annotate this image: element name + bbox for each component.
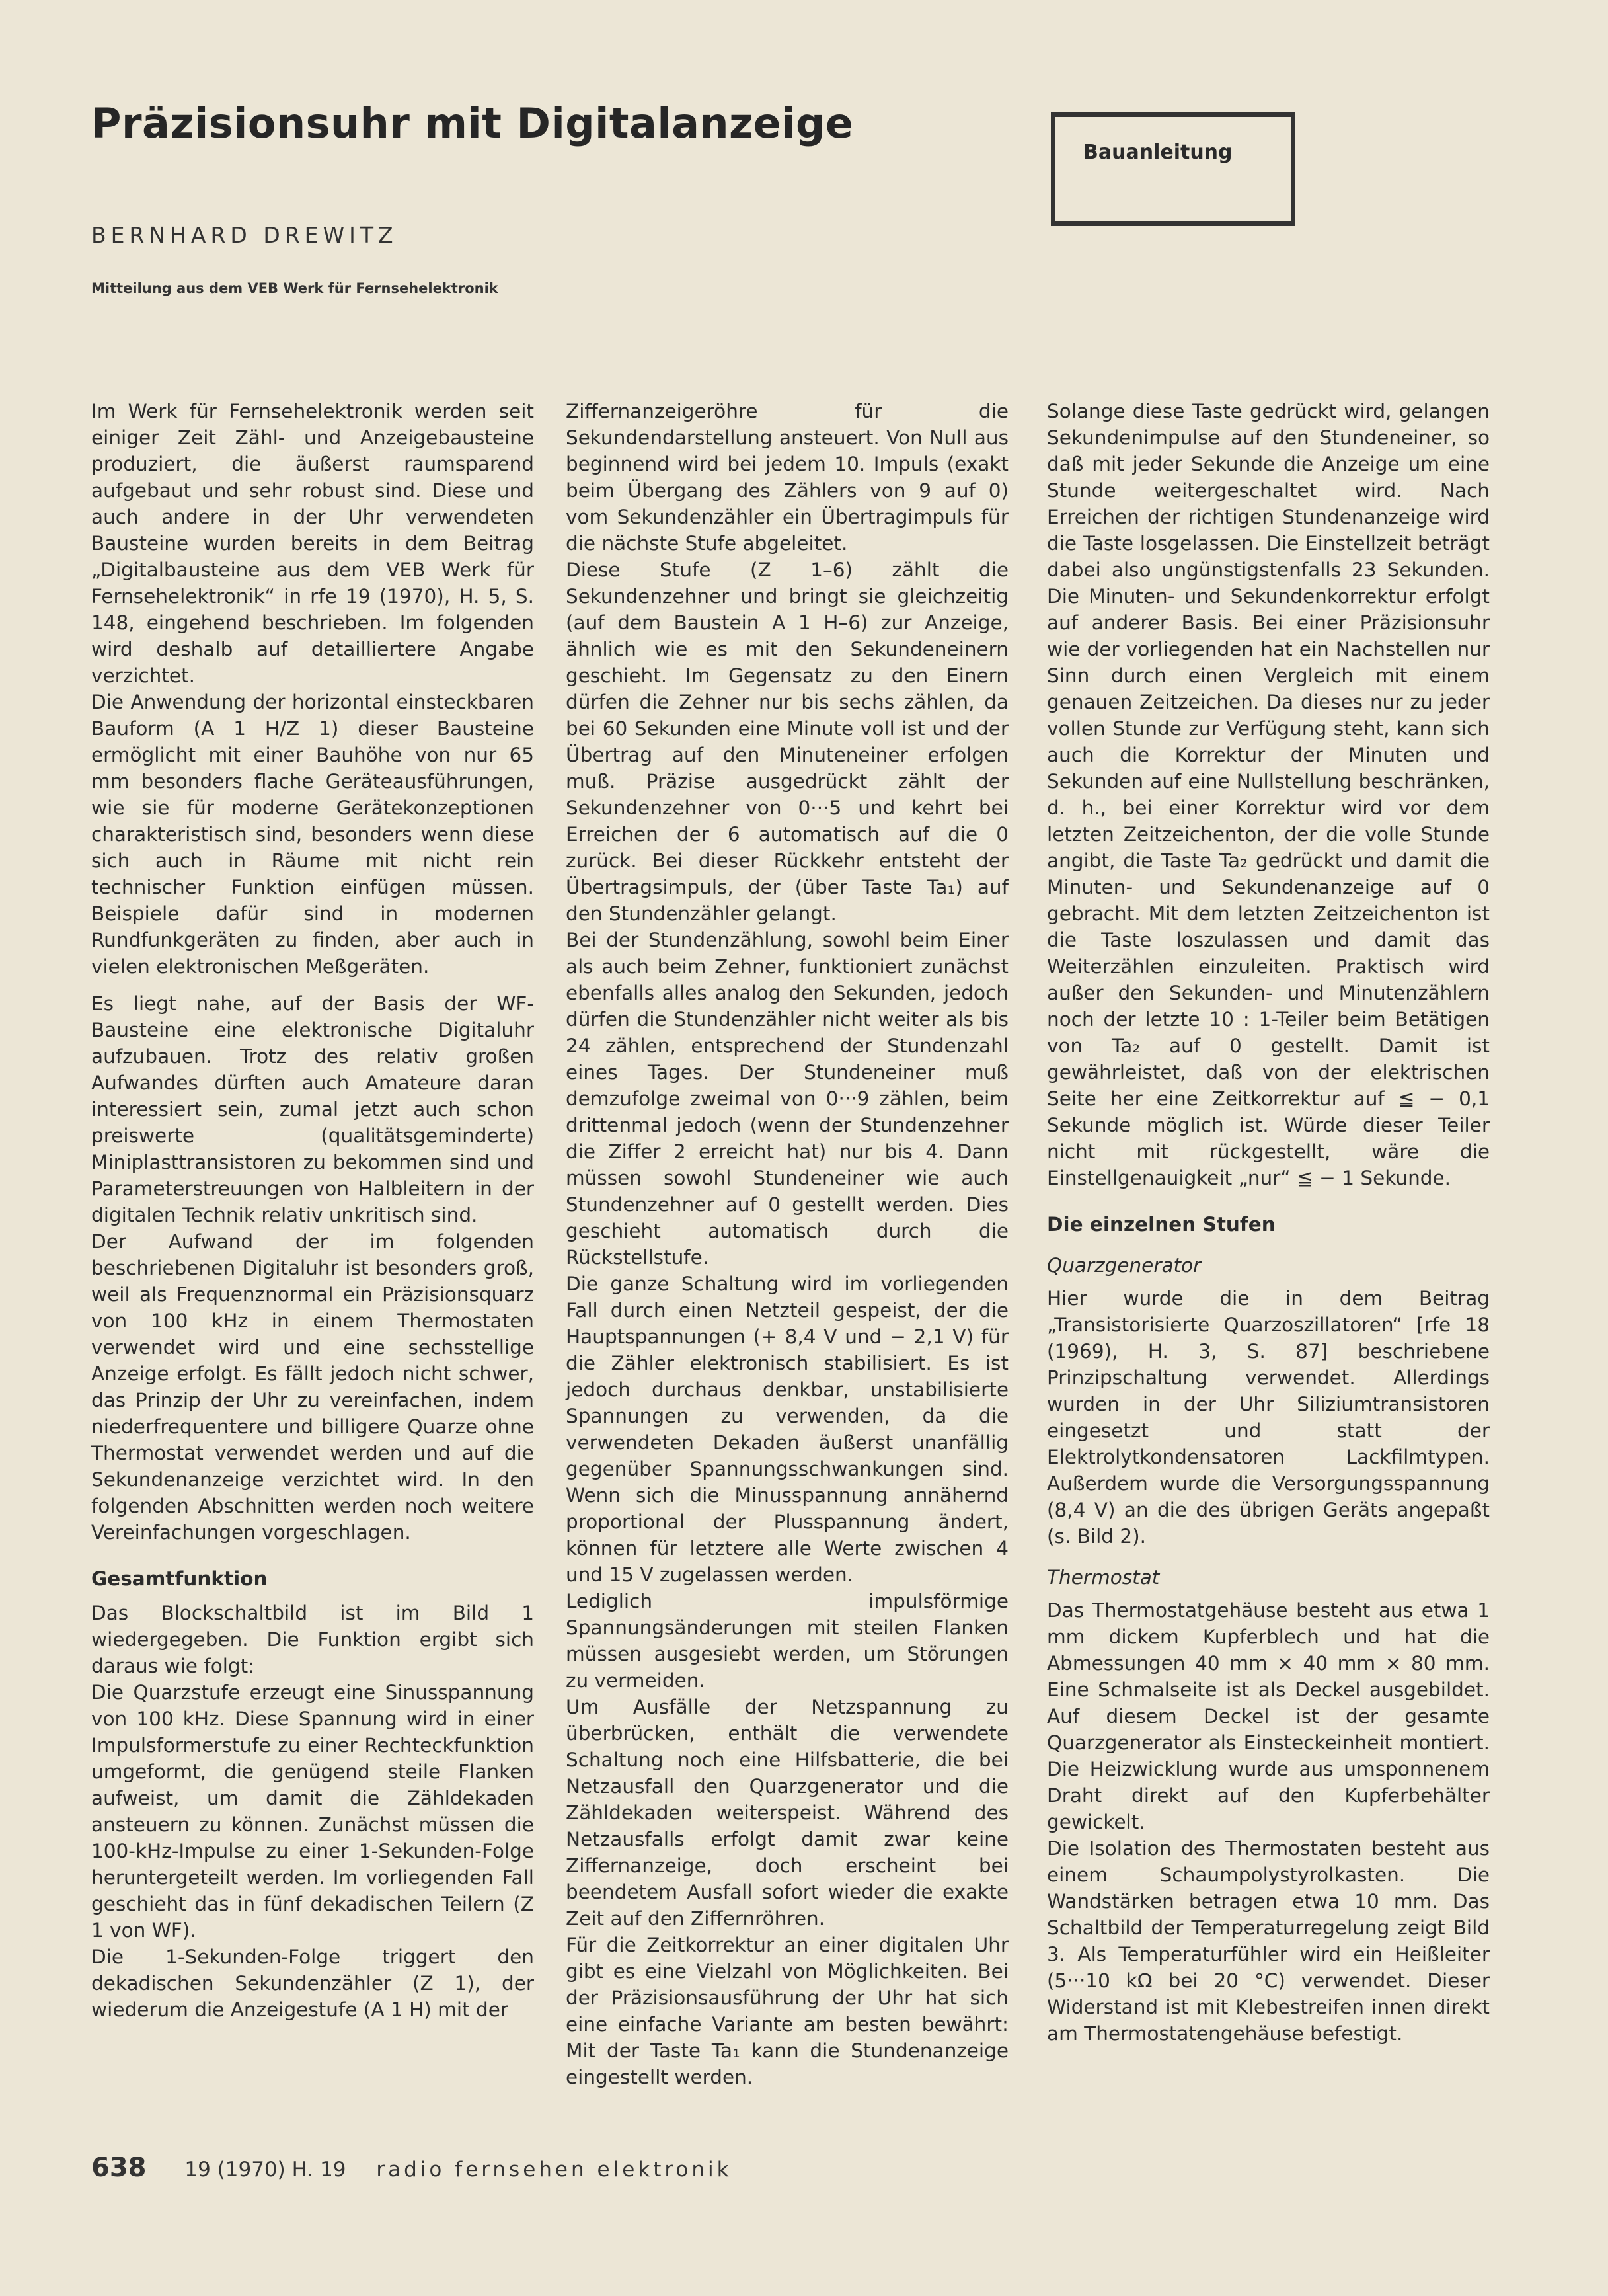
author-affiliation: Mitteilung aus dem VEB Werk für Fernsehelektronik: [91, 280, 498, 296]
author-name: BERNHARD DREWITZ: [91, 222, 398, 248]
paragraph: Hier wurde die in dem Beitrag „Transistorisierte Quarzoszillatoren“ [rfe 18 (1969), H. 3, S. 87] beschriebene Prinzipschaltung verwendet. Allerdings wurden in der Uhr Siliziumtransistoren eingesetzt und statt der Elektrolytkondensatoren Lackfilmtypen. Außerdem wurde die Versorgungsspannung (8,4 V) an die des übrigen Geräts angepaßt (s. Bild 2).: [1047, 1287, 1490, 1548]
paragraph: Die Isolation des Thermostaten besteht aus einem Schaumpolystyrolkasten. Die Wandstärken betragen etwa 10 mm. Das Schaltbild der Temperaturregelung zeigt Bild 3. Als Temperaturfühler wird ein Heißleiter (5···10 kΩ bei 20 °C) verwendet. Dieser Widerstand ist mit Klebestreifen innen direkt am Thermostatengehäuse befestigt.: [1047, 1837, 1490, 2045]
article-title: Präzisionsuhr mit Digitalanzeige: [91, 99, 854, 147]
category-badge-label: Bauanleitung: [1083, 141, 1233, 164]
paragraph: Der Aufwand der im folgenden beschriebenen Digitaluhr ist besonders groß, weil als Frequenznormal ein Präzisionsquarz von 100 kHz in einem Thermostaten verwendet wird und eine sechsstellige Anzeige erfolgt. Es fällt jedoch nicht schwer, das Prinzip der Uhr zu vereinfachen, indem niederfrequentere und billigere Quarze ohne Thermostat verwendet werden und auf die Sekundenanzeige verzichtet wird. In den folgenden Abschnitten werden noch weitere Vereinfachungen vorgeschlagen.: [91, 1230, 534, 1544]
text-column-3: [1047, 398, 1490, 2047]
section-heading: Die einzelnen Stufen: [1047, 1213, 1276, 1236]
paragraph: Um Ausfälle der Netzspannung zu überbrücken, enthält die verwendete Schaltung noch eine Hilfsbatterie, die bei Netzausfall den Quarzgenerator und die Zähldekaden weiterspeist. Während des Netzausfalls erfolgt damit zwar keine Ziffernanzeige, doch erscheint bei beendetem Ausfall sofort wieder die exakte Zeit auf den Ziffernröhren.: [566, 1696, 1009, 1930]
paragraph: Das Thermostatgehäuse besteht aus etwa 1 mm dickem Kupferblech und hat die Abmessungen 40 mm × 40 mm × 80 mm. Eine Schmalseite ist als Deckel ausgebildet. Auf diesem Deckel ist der gesamte Quarzgenerator als Einsteckeinheit montiert. Die Heizwicklung wurde aus umsponnenem Draht direkt auf den Kupferbehälter gewickelt.: [1047, 1599, 1490, 1833]
section-heading: Gesamtfunktion: [91, 1567, 268, 1590]
subsection-heading: Quarzgenerator: [1047, 1254, 1202, 1277]
text-column-1: [91, 398, 534, 2023]
paragraph: Für die Zeitkorrektur an einer digitalen Uhr gibt es eine Vielzahl von Möglichkeiten. Bei der Präzisionsausführung der Uhr hat sich eine einfache Variante am besten bewährt: Mit der Taste Ta₁ kann die Stundenanzeige eingestellt werden.: [566, 1934, 1009, 2088]
paragraph: Solange diese Taste gedrückt wird, gelangen Sekundenimpulse auf den Stundeneiner, so daß mit jeder Sekunde die Anzeige um eine Stunde weitergeschaltet wird. Nach Erreichen der richtigen Stundenanzeige wird die Taste losgelassen. Die Einstellzeit beträgt dabei also ungünstigstenfalls 23 Sekunden. Die Minuten- und Sekundenkorrektur erfolgt auf anderer Basis. Bei einer Präzisionsuhr wie der vorliegenden hat ein Nachstellen nur Sinn durch einen Vergleich mit einem genauen Zeitzeichen. Da dieses nur zu jeder vollen Stunde zur Verfügung steht, kann sich auch die Korrektur der Minuten und Sekunden auf eine Nullstellung beschränken, d. h., bei einer Korrektur wird vor dem letzten Zeitzeichenton, der die volle Stunde angibt, die Taste Ta₂ gedrückt und damit die Minuten- und Sekundenanzeige auf 0 gebracht. Mit dem letzten Zeitzeichenton ist die Taste loszulassen und damit das Weiterzählen einzuleiten. Praktisch wird außer den Sekunden- und Minutenzählern noch der letzte 10 : 1-Teiler beim Betätigen von Ta₂ auf 0 gestellt. Damit ist gewährleistet, daß von der elektrischen Seite her eine Zeitkorrektur auf ≦ − 0,1 Sekunde möglich ist. Würde dieser Teiler nicht mit rückgestellt, wäre die Einstellgenauigkeit „nur“ ≦ − 1 Sekunde.: [1047, 400, 1490, 1189]
paragraph: Es liegt nahe, auf der Basis der WF-Bausteine eine elektronische Digitaluhr aufzubauen. Trotz des relativ großen Aufwandes dürften auch Amateure daran interessiert sein, zumal jetzt auch schon preiswerte (qualitätsgeminderte) Miniplasttransistoren zu bekommen sind und Parameterstreuungen von Halbleitern in der digitalen Technik relativ unkritisch sind.: [91, 992, 534, 1226]
paragraph: Bei der Stundenzählung, sowohl beim Einer als auch beim Zehner, funktioniert zunächst ebenfalls alles analog den Sekunden, jedoch dürfen die Stundenzähler nicht weiter als bis 24 zählen, entsprechend der Stundenzahl eines Tages. Der Stundeneiner muß demzufolge zweimal von 0···9 zählen, beim drittenmal jedoch (wenn der Stundenzehner die Ziffer 2 erreicht hat) nur bis 4. Dann müssen sowohl Stundeneiner wie auch Stundenzehner auf 0 gestellt werden. Dies geschieht automatisch durch die Rückstellstufe.: [566, 929, 1009, 1269]
text-column-2: [566, 398, 1009, 2090]
paragraph: Im Werk für Fernsehelektronik werden seit einiger Zeit Zähl- und Anzeigebausteine produziert, die äußerst raumsparend aufgebaut und sehr robust sind. Diese und auch andere in der Uhr verwendeten Bausteine wurden bereits in dem Beitrag „Digitalbausteine aus dem VEB Werk für Fernsehelektronik“ in rfe 19 (1970), H. 5, S. 148, eingehend beschrieben. Im folgenden wird deshalb auf detailliertere Angabe verzichtet.: [91, 400, 534, 687]
paragraph: Das Blockschaltbild ist im Bild 1 wiedergegeben. Die Funktion ergibt sich daraus wie folgt:: [91, 1602, 534, 1677]
paragraph: Die Anwendung der horizontal einsteckbaren Bauform (A 1 H/Z 1) dieser Bausteine ermöglicht mit einer Bauhöhe von nur 65 mm besonders flache Geräteausführungen, wie sie für moderne Gerätekonzeptionen charakteristisch sind, besonders wenn diese sich auch in Räume mit nicht rein technischer Funktion einfügen müssen. Beispiele dafür sind in modernen Rundfunkgeräten zu finden, aber auch in vielen elektronischen Meßgeräten.: [91, 691, 534, 978]
paragraph: Die Quarzstufe erzeugt eine Sinusspannung von 100 kHz. Diese Spannung wird in einer Impulsformerstufe zu einer Rechteckfunktion umgeformt, die genügend steile Flanken aufweist, um damit die Zähldekaden ansteuern zu können. Zunächst müssen die 100-kHz-Impulse zu einer 1-Sekunden-Folge heruntergeteilt werden. Im vorliegenden Fall geschieht das in fünf dekadischen Teilern (Z 1 von WF).: [91, 1681, 534, 1942]
subsection-heading: Thermostat: [1047, 1566, 1160, 1589]
category-badge: [1051, 112, 1295, 226]
paragraph: Ziffernanzeigeröhre für die Sekundendarstellung ansteuert. Von Null aus beginnend wird bei jedem 10. Impuls (exakt beim Übergang des Zählers von 9 auf 0) vom Sekundenzähler ein Übertragimpuls für die nächste Stufe abgeleitet.: [566, 400, 1009, 555]
paragraph: Lediglich impulsförmige Spannungsänderungen mit steilen Flanken müssen ausgesiebt werden, um Störungen zu vermeiden.: [566, 1590, 1009, 1692]
page-number: 638: [91, 2153, 147, 2183]
paragraph: Die 1-Sekunden-Folge triggert den dekadischen Sekundenzähler (Z 1), der wiederum die Anzeigestufe (A 1 H) mit der: [91, 1946, 534, 2021]
paragraph: Diese Stufe (Z 1–6) zählt die Sekundenzehner und bringt sie gleichzeitig (auf dem Baustein A 1 H–6) zur Anzeige, ähnlich wie es mit den Sekundeneinern geschieht. Im Gegensatz zu den Einern dürfen die Zehner nur bis sechs zählen, da bei 60 Sekunden eine Minute voll ist und der Übertrag auf den Minuteneiner erfolgen muß. Präzise ausgedrückt zählt der Sekundenzehner von 0···5 und kehrt bei Erreichen der 6 automatisch auf die 0 zurück. Bei dieser Rückkehr entsteht der Übertragsimpuls, der (über Taste Ta₁) auf den Stundenzähler gelangt.: [566, 559, 1009, 925]
paragraph: Die ganze Schaltung wird im vorliegenden Fall durch einen Netzteil gespeist, der die Hauptspannungen (+ 8,4 V und − 2,1 V) für die Zähler elektronisch stabilisiert. Es ist jedoch durchaus denkbar, unstabilisierte Spannungen zu verwenden, da die verwendeten Dekaden äußerst unanfällig gegenüber Spannungsschwankungen sind. Wenn sich die Minusspannung annähernd proportional der Plusspannung ändert, können für letztere alle Werte zwischen 4 und 15 V zugelassen werden.: [566, 1273, 1009, 1586]
issue-info: 19 (1970) H. 19: [184, 2158, 346, 2182]
page-footer: [91, 2153, 732, 2183]
journal-name: radio fernsehen elektronik: [376, 2158, 732, 2182]
